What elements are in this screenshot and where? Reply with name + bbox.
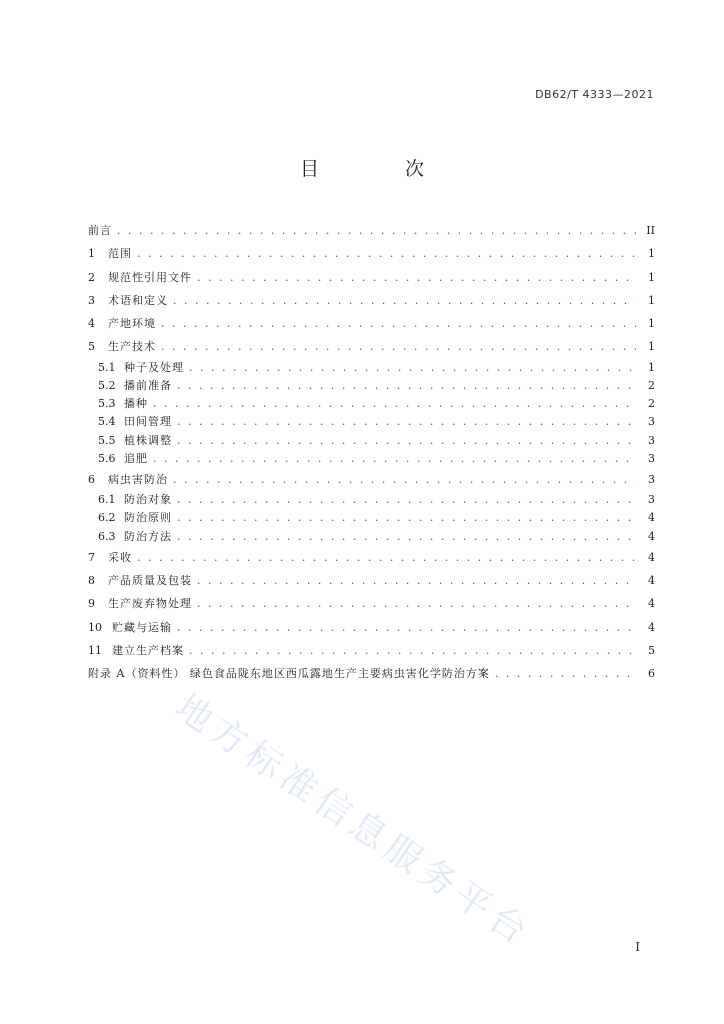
toc-entry-label: 附录 A（资料性） 绿色食品陇东地区西瓜露地生产主要病虫害化学防治方案 <box>88 667 490 681</box>
toc-leader-dots <box>137 546 636 569</box>
toc-entry[interactable] <box>88 592 655 615</box>
toc-leader-dots <box>177 491 636 509</box>
toc-entry-label: 建立生产档案 <box>112 643 184 657</box>
toc-entry-number: 8 <box>88 574 95 588</box>
toc-entry-page: 1 <box>648 317 655 331</box>
toc-leader-dots <box>173 468 636 491</box>
toc-entry-number: 5.4 <box>98 415 116 429</box>
toc-entry-number: 6.2 <box>98 511 116 525</box>
toc-leader-dots <box>177 616 636 639</box>
toc-entry-page: 4 <box>648 574 655 588</box>
toc-leader-dots <box>495 662 636 685</box>
toc-entry[interactable] <box>88 266 655 289</box>
toc-entry-page: 1 <box>648 293 655 307</box>
toc-entry[interactable] <box>88 450 655 468</box>
toc-entry-page: 1 <box>648 270 655 284</box>
toc-entry-page: 3 <box>648 472 655 486</box>
toc-leader-dots <box>177 509 636 527</box>
toc-entry-page: 1 <box>648 340 655 354</box>
toc-entry-label: 防治对象 <box>124 493 172 507</box>
toc-entry-page: 3 <box>648 433 655 447</box>
toc-leader-dots <box>153 450 636 468</box>
toc-leader-dots <box>117 219 636 242</box>
toc-leader-dots <box>137 242 636 265</box>
toc-leader-dots <box>197 592 636 615</box>
toc-entry[interactable] <box>88 242 655 265</box>
toc-entry-number: 5.1 <box>98 360 116 374</box>
toc-entry-page: 5 <box>648 643 655 657</box>
toc-entry-number: 4 <box>88 317 95 331</box>
toc-entry-number: 3 <box>88 293 95 307</box>
toc-entry-page: 4 <box>648 529 655 543</box>
toc-entry-label: 产地环境 <box>108 317 156 331</box>
toc-entry-number: 6.3 <box>98 529 116 543</box>
toc-entry[interactable] <box>88 639 655 662</box>
toc-leader-dots <box>173 289 636 312</box>
toc-entry[interactable] <box>88 569 655 592</box>
toc-leader-dots <box>189 359 636 377</box>
toc-entry-number: 11 <box>88 643 102 657</box>
toc-entry-page: 4 <box>648 550 655 564</box>
toc-entry-label: 生产技术 <box>108 340 156 354</box>
toc-entry-number: 5 <box>88 340 95 354</box>
toc-entry-label: 植株调整 <box>124 433 172 447</box>
toc-entry[interactable] <box>88 219 655 242</box>
toc-leader-dots <box>161 312 636 335</box>
toc-entry-number: 7 <box>88 550 95 564</box>
toc-entry-page: 3 <box>648 415 655 429</box>
toc-entry-page: 4 <box>648 620 655 634</box>
toc-entry-label: 术语和定义 <box>108 293 168 307</box>
toc-entry[interactable] <box>88 335 655 358</box>
toc-entry-label: 田间管理 <box>124 415 172 429</box>
toc-entry-label: 防治方法 <box>124 529 172 543</box>
toc-entry-number: 5.6 <box>98 451 116 465</box>
toc-entry-number: 5.2 <box>98 378 116 392</box>
toc-entry[interactable] <box>88 432 655 450</box>
toc-entry-label: 种子及处理 <box>124 360 184 374</box>
toc-entry[interactable] <box>88 395 655 413</box>
toc-entry-page: 3 <box>648 493 655 507</box>
toc-entry-page: 2 <box>648 378 655 392</box>
toc-entry-label: 范围 <box>108 247 132 261</box>
toc-entry-page: 1 <box>648 247 655 261</box>
toc-entry-label: 追肥 <box>124 451 148 465</box>
toc-entry[interactable] <box>88 491 655 509</box>
toc-entry-page: 1 <box>648 360 655 374</box>
toc-entry-number: 6 <box>88 472 95 486</box>
toc-leader-dots <box>197 266 636 289</box>
toc-leader-dots <box>177 413 636 431</box>
watermark: 地方标准信息服务平台 <box>167 686 539 956</box>
toc-leader-dots <box>153 395 636 413</box>
toc-entry[interactable] <box>88 616 655 639</box>
toc-entry-number: 10 <box>88 620 102 634</box>
toc-entry-label: 贮藏与运输 <box>112 620 172 634</box>
toc-entry[interactable] <box>88 377 655 395</box>
toc-entry[interactable] <box>88 509 655 527</box>
toc-entry-label: 采收 <box>108 550 132 564</box>
document-code: DB62/T 4333—2021 <box>535 88 654 101</box>
toc-entry-page: II <box>646 224 655 237</box>
toc-leader-dots <box>161 335 636 358</box>
toc-entry[interactable] <box>88 312 655 335</box>
toc-entry-number: 5.5 <box>98 433 116 447</box>
toc-entry-number: 6.1 <box>98 493 116 507</box>
toc-entry-page: 4 <box>648 511 655 525</box>
toc-entry-label: 防治原则 <box>124 511 172 525</box>
toc-entry[interactable] <box>88 289 655 312</box>
toc-entry[interactable] <box>88 413 655 431</box>
toc-entry[interactable] <box>88 468 655 491</box>
toc-entry-label: 前言 <box>88 224 112 237</box>
toc-entry-label: 病虫害防治 <box>108 472 168 486</box>
toc-entry[interactable] <box>88 546 655 569</box>
toc-entry-label: 产品质量及包装 <box>108 574 192 588</box>
toc-entry-number: 1 <box>88 247 95 261</box>
toc-leader-dots <box>177 528 636 546</box>
toc-entry[interactable] <box>88 528 655 546</box>
toc-entry-page: 3 <box>648 451 655 465</box>
toc-leader-dots <box>177 432 636 450</box>
toc-entry[interactable] <box>88 662 655 685</box>
toc-entry-number: 5.3 <box>98 397 116 411</box>
toc-entry-number: 9 <box>88 597 95 611</box>
toc-entry-label: 生产废弃物处理 <box>108 597 192 611</box>
toc-entry-page: 6 <box>648 667 655 681</box>
toc-entry-label: 规范性引用文件 <box>108 270 192 284</box>
toc-leader-dots <box>189 639 636 662</box>
toc-entry-page: 2 <box>648 397 655 411</box>
toc-entry-label: 播前准备 <box>124 378 172 392</box>
toc-leader-dots <box>197 569 636 592</box>
toc-entry-page: 4 <box>648 597 655 611</box>
toc-leader-dots <box>177 377 636 395</box>
toc-title: 目 次 <box>299 158 465 180</box>
table-of-contents <box>88 219 655 686</box>
page-number: I <box>635 940 640 954</box>
toc-entry-number: 2 <box>88 270 95 284</box>
toc-entry-label: 播种 <box>124 397 148 411</box>
toc-entry[interactable] <box>88 359 655 377</box>
